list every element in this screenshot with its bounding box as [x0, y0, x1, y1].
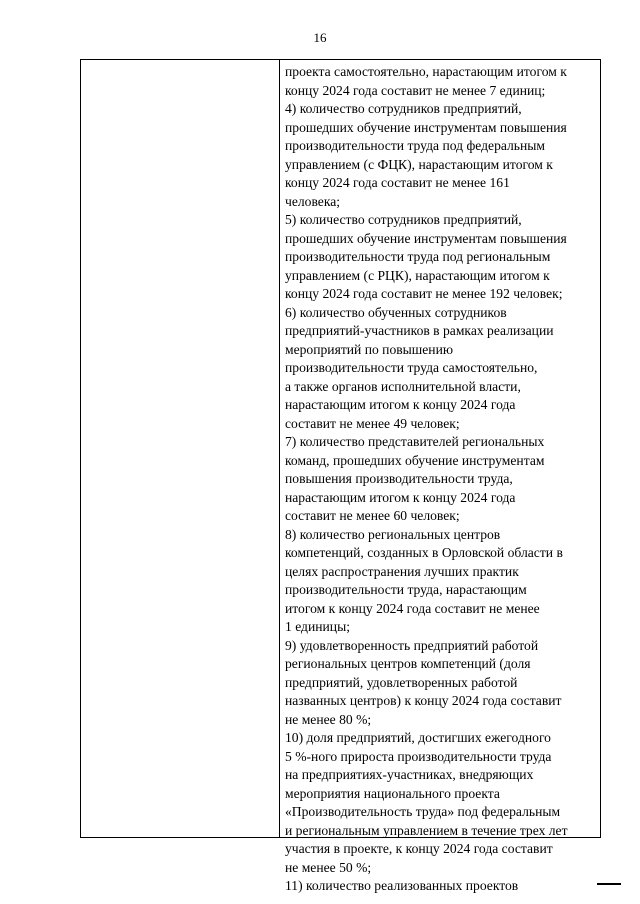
text-line: концу 2024 года составит не менее 7 единиц; — [285, 82, 546, 98]
text-line: производительности труда самостоятельно, — [285, 360, 538, 375]
text-line: нарастающим итогом к концу 2024 года — [285, 397, 516, 412]
text-line: предприятий, удовлетворенных работой — [285, 674, 518, 690]
text-line: проекта самостоятельно, нарастающим итогом к — [285, 64, 567, 79]
text-line: команд, прошедших обучение инструментам — [285, 452, 545, 468]
text-line: «Производительность труда» под федеральным — [285, 804, 561, 819]
text-line: производительности труда под федеральным — [285, 138, 546, 153]
text-line: не менее 80 %; — [285, 711, 372, 727]
text-line: 6) количество обученных сотрудников — [285, 304, 507, 320]
text-line: управлением (с ФЦК), нарастающим итогом к — [285, 156, 553, 172]
text-line: и региональным управлением в течение трех лет — [285, 822, 568, 838]
page-number: 16 — [313, 30, 327, 45]
text-line: а также органов исполнительной власти, — [285, 378, 521, 394]
text-line: повышения производительности труда, — [285, 471, 513, 486]
document-table — [80, 59, 601, 893]
text-line: 7) количество представителей региональных — [285, 434, 545, 449]
table-right-cell — [280, 60, 600, 893]
text-line: мероприятия национального проекта — [285, 785, 500, 801]
text-line: 4) количество сотрудников предприятий, — [285, 101, 522, 116]
text-line: 9) удовлетворенность предприятий работой — [285, 637, 539, 653]
table-left-cell — [81, 60, 280, 837]
text-line: 10) доля предприятий, достигших ежегодного — [285, 730, 551, 745]
text-line: составит не менее 49 человек; — [285, 415, 460, 431]
text-line: названных центров) к концу 2024 года составит — [285, 693, 562, 708]
text-line: целях распространения лучших практик — [285, 563, 519, 579]
text-line: составит не менее 60 человек; — [285, 508, 460, 523]
text-line: предприятий-участников в рамках реализации — [285, 323, 554, 338]
text-line: 5) количество сотрудников предприятий, — [285, 212, 522, 227]
text-line: 5 %-ного прироста производительности труда — [285, 748, 552, 764]
text-line: производительности труда, нарастающим — [285, 582, 527, 597]
text-line: человека; — [285, 193, 341, 209]
text-line: управлением (с РЦК), нарастающим итогом к — [285, 267, 550, 283]
text-line: мероприятий по повышению — [285, 341, 454, 357]
text-line: компетенций, созданных в Орловской области в — [285, 545, 563, 560]
text-line: концу 2024 года составит не менее 161 — [285, 175, 510, 190]
text-line: региональных центров компетенций (доля — [285, 656, 531, 671]
text-line: участия в проекте, к концу 2024 года составит — [285, 841, 553, 856]
text-line: 1 единицы; — [285, 619, 350, 634]
text-line: прошедших обучение инструментам повышения — [285, 230, 567, 246]
text-line: на предприятиях-участниках, внедряющих — [285, 767, 534, 782]
text-line: 8) количество региональных центров — [285, 526, 501, 542]
corner-mark — [597, 883, 621, 885]
text-line: нарастающим итогом к концу 2024 года — [285, 489, 516, 505]
text-line: итогом к концу 2024 года составит не менее — [285, 600, 540, 616]
text-line: не менее 50 %; — [285, 859, 372, 875]
text-line: концу 2024 года составит не менее 192 человек; — [285, 286, 563, 301]
text-line: 11) количество реализованных проектов — [285, 878, 519, 893]
text-line: производительности труда под региональным — [285, 249, 551, 264]
text-line: прошедших обучение инструментам повышения — [285, 119, 567, 135]
